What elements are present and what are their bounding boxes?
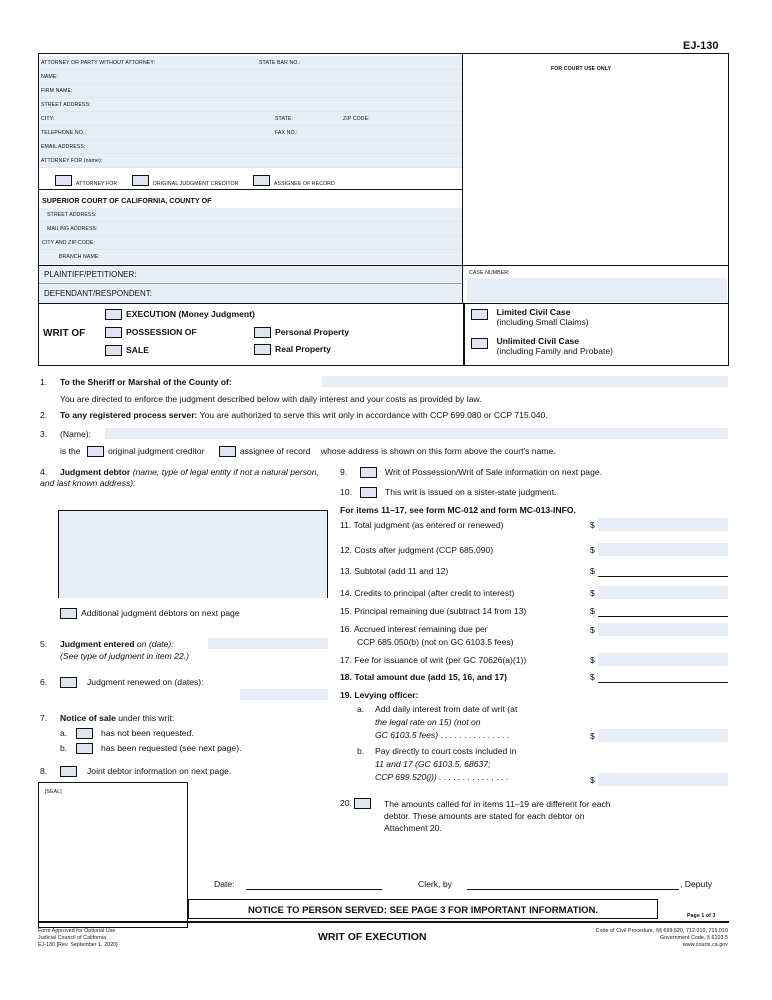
item19-label: 19. Levying officer: — [340, 690, 419, 700]
footer-approved-1: Form Approved for Optional Use — [38, 928, 116, 934]
footer-code-1: Code of Civil Procedure, §§ 699.520, 712.010, 715.010 — [595, 928, 728, 934]
judgment-entered-field[interactable] — [208, 638, 328, 649]
item19b-num: b. — [357, 746, 365, 756]
item19a-dollar: $ — [590, 731, 595, 741]
item19b-line1: Pay directly to court costs included in — [375, 746, 517, 756]
item2-num: 2. — [40, 410, 48, 420]
judgment-debtor-field[interactable] — [58, 510, 328, 598]
item7a-num: a. — [60, 728, 68, 738]
item18-line — [598, 682, 728, 683]
item9-label: Writ of Possession/Writ of Sale information on next page. — [385, 467, 603, 477]
item2-text: You are authorized to serve this writ only in accordance with CCP 699.080 or CCP 715.040. — [199, 410, 548, 420]
item15-label: 15. Principal remaining due (subtract 14 from 13) — [340, 606, 527, 616]
item8-checkbox[interactable] — [60, 766, 77, 777]
item11-amount-field[interactable] — [598, 518, 728, 531]
street-address-label: STREET ADDRESS: — [41, 102, 91, 108]
item15-dollar: $ — [590, 606, 595, 616]
item19a-amount-field[interactable] — [598, 729, 728, 742]
page-number: Page 1 of 3 — [687, 913, 716, 919]
judgment-renewed-field[interactable] — [240, 689, 328, 700]
court-city-zip-label: CITY AND ZIP CODE: — [42, 240, 95, 246]
possession-checkbox[interactable] — [105, 327, 122, 338]
item17-dollar: $ — [590, 655, 595, 665]
item20-num: 20. — [340, 798, 352, 808]
possession-label: POSSESSION OF — [126, 327, 197, 337]
item20-checkbox[interactable] — [354, 798, 371, 809]
personal-property-checkbox[interactable] — [254, 327, 271, 338]
item11-label: 11. Total judgment (as entered or renewed) — [340, 520, 504, 530]
item7a-checkbox[interactable] — [76, 728, 93, 739]
notice-text: NOTICE TO PERSON SERVED: SEE PAGE 3 FOR IMPORTANT INFORMATION. — [247, 905, 599, 916]
item9-num: 9. — [340, 467, 348, 477]
name-label: NAME: — [41, 74, 58, 80]
form-number: EJ-130 — [683, 40, 719, 52]
plaintiff-label: PLAINTIFF/PETITIONER: — [44, 270, 137, 279]
state-bar-label: STATE BAR NO.: — [259, 60, 301, 66]
notice-box — [188, 899, 658, 919]
real-property-checkbox[interactable] — [254, 344, 271, 355]
clerk-line[interactable] — [467, 889, 679, 890]
item3-is-the: is the — [60, 446, 81, 456]
attorney-for-option: ATTORNEY FOR — [76, 181, 118, 187]
item7-bold: Notice of sale — [60, 713, 116, 723]
item8-num: 8. — [40, 766, 48, 776]
item3-num: 3. — [40, 429, 48, 439]
limited-civil-label: Limited Civil Case — [496, 307, 571, 317]
personal-property-label: Personal Property — [275, 327, 350, 337]
unlimited-civil-checkbox[interactable] — [471, 338, 488, 349]
item19a-num: a. — [357, 704, 365, 714]
unlimited-civil-label: Unlimited Civil Case — [496, 336, 580, 346]
sale-checkbox[interactable] — [105, 345, 122, 356]
item13-label: 13. Subtotal (add 11 and 12) — [340, 566, 449, 576]
item3-whose-text: whose address is shown on this form above the court's name. — [320, 446, 556, 456]
case-number-field[interactable] — [467, 278, 727, 302]
fax-label: FAX NO.: — [275, 130, 298, 136]
item7b-label: has been requested (see next page). — [101, 743, 242, 753]
item4-italic: (name, type of legal entity if not a natural person, and last known address): — [40, 467, 319, 488]
item7-text: under this writ: — [118, 713, 175, 723]
header-box — [38, 53, 729, 266]
assignee-option: ASSIGNEE OF RECORD — [273, 181, 335, 187]
parties-box — [38, 266, 729, 304]
item8-label: Joint debtor information on next page. — [87, 766, 232, 776]
item17-label: 17. Fee for issuance of writ (per GC 70626(a)(1)) — [340, 655, 527, 665]
item16-amount-field[interactable] — [598, 623, 728, 636]
item3-assignee-checkbox[interactable] — [219, 446, 236, 457]
court-mailing-label: MAILING ADDRESS: — [47, 226, 98, 232]
state-label: STATE: — [275, 116, 293, 122]
attorney-for-label: ATTORNEY FOR (name): — [41, 158, 103, 164]
original-creditor-checkbox[interactable] — [132, 175, 149, 186]
item12-amount-field[interactable] — [598, 543, 728, 556]
original-creditor-option: ORIGINAL JUDGMENT CREDITOR — [152, 181, 239, 187]
court-branch-label: BRANCH NAME: — [59, 254, 100, 260]
item4-num: 4. — [40, 467, 48, 477]
defendant-label: DEFENDANT/RESPONDENT: — [44, 289, 153, 298]
item4-bold: Judgment debtor — [60, 467, 131, 477]
seal-label: [SEAL] — [45, 789, 62, 795]
item1-num: 1. — [40, 377, 48, 387]
item10-label: This writ is issued on a sister-state judgment. — [385, 487, 557, 497]
item9-checkbox[interactable] — [360, 467, 377, 478]
item5-sub: (See type of judgment in item 22.) — [60, 651, 189, 661]
item20-line2: debtor. These amounts are stated for each debtor on — [384, 811, 585, 821]
item10-checkbox[interactable] — [360, 487, 377, 498]
item7-num: 7. — [40, 713, 48, 723]
sale-label: SALE — [126, 345, 149, 355]
footer-code-3: www.courts.ca.gov — [683, 942, 728, 948]
item16-dollar: $ — [590, 625, 595, 635]
item19b-dollar: $ — [590, 775, 595, 785]
item7b-num: b. — [60, 743, 68, 753]
item10-num: 10. — [340, 487, 352, 497]
item20-line3: Attachment 20. — [384, 823, 442, 833]
telephone-label: TELEPHONE NO.: — [41, 130, 86, 136]
item18-dollar: $ — [590, 672, 595, 682]
item1-county-field[interactable] — [322, 376, 728, 387]
item14-dollar: $ — [590, 588, 595, 598]
item3-original-label: original judgment creditor — [107, 446, 205, 456]
assignee-checkbox[interactable] — [253, 175, 270, 186]
item19a-line3: GC 6103.5 fees) . . . . . . . . . . . . . . . — [375, 730, 510, 740]
defendant-field[interactable] — [39, 284, 463, 303]
item19b-line3: CCP 699.520(j)) . . . . . . . . . . . . . . . — [375, 772, 509, 782]
unlimited-civil-sub: (including Family and Probate) — [496, 346, 614, 356]
additional-debtors-checkbox[interactable] — [60, 608, 77, 619]
item15-line — [598, 616, 728, 617]
item5-text: on (date): — [136, 639, 174, 649]
item13-line — [598, 576, 728, 577]
item19a-line1: Add daily interest from date of writ (at — [375, 704, 518, 714]
footer-approved-2: Judicial Council of California — [38, 935, 107, 941]
item7a-label: has not been requested. — [101, 728, 194, 738]
item3-name-label: (Name): — [60, 429, 92, 439]
zip-label: ZIP CODE: — [343, 116, 370, 122]
writ-box — [38, 304, 729, 366]
court-street-label: STREET ADDRESS: — [47, 212, 97, 218]
item14-amount-field[interactable] — [598, 586, 728, 599]
item5-bold: Judgment entered — [60, 639, 135, 649]
item6-label: Judgment renewed on (dates): — [87, 677, 204, 687]
attorney-for-checkbox[interactable] — [55, 175, 72, 186]
deputy-label: , Deputy — [680, 879, 713, 889]
footer-code-2: Government Code, § 6103.5 — [660, 935, 728, 941]
item3-name-field[interactable] — [105, 428, 728, 439]
item3-assignee-label: assignee of record — [239, 446, 311, 456]
item12-dollar: $ — [590, 545, 595, 555]
limited-civil-checkbox[interactable] — [471, 309, 488, 320]
item6-num: 6. — [40, 677, 48, 687]
execution-label: EXECUTION (Money Judgment) — [126, 309, 255, 319]
real-property-label: Real Property — [275, 344, 331, 354]
execution-checkbox[interactable] — [105, 309, 122, 320]
limited-civil-sub: (including Small Claims) — [496, 317, 589, 327]
additional-debtors-label: Additional judgment debtors on next page — [81, 608, 240, 618]
items-11-17-header: For items 11–17, see form MC-012 and form MC-013-INFO. — [340, 505, 576, 515]
attorney-party-label: ATTORNEY OR PARTY WITHOUT ATTORNEY: — [41, 60, 156, 66]
item1-text: You are directed to enforce the judgment described below with daily interest and your costs as provided by law. — [60, 394, 482, 404]
court-title: SUPERIOR COURT OF CALIFORNIA, COUNTY OF — [42, 196, 212, 205]
item17-amount-field[interactable] — [598, 653, 728, 666]
form-title: WRIT OF EXECUTION — [318, 931, 427, 943]
firm-name-label: FIRM NAME: — [41, 88, 73, 94]
attorney-section — [39, 54, 463, 190]
plaintiff-field[interactable] — [39, 266, 463, 284]
item1-label: To the Sheriff or Marshal of the County of: — [60, 377, 232, 387]
court-use-label: FOR COURT USE ONLY — [551, 66, 612, 72]
item19b-amount-field[interactable] — [598, 773, 728, 786]
item16b-label: CCP 685.050(b) (not on GC 6103.5 fees) — [357, 637, 514, 647]
seal-box — [38, 782, 188, 928]
item12-label: 12. Costs after judgment (CCP 685.090) — [340, 545, 494, 555]
clerk-label: Clerk, by — [418, 879, 452, 889]
item16a-label: 16. Accrued interest remaining due per — [340, 624, 488, 634]
date-line[interactable] — [246, 889, 382, 890]
court-section — [39, 190, 463, 266]
item7b-checkbox[interactable] — [76, 743, 93, 754]
item11-dollar: $ — [590, 520, 595, 530]
email-label: EMAIL ADDRESS: — [41, 144, 86, 150]
item19a-line2: the legal rate on 15) (not on — [375, 717, 481, 727]
date-label: Date: — [214, 879, 235, 889]
item13-dollar: $ — [590, 566, 595, 576]
item5-num: 5. — [40, 639, 48, 649]
city-label: CITY: — [41, 116, 55, 122]
item2-bold: To any registered process server: — [60, 410, 198, 420]
item20-line1: The amounts called for in items 11–19 are different for each — [384, 799, 611, 809]
writ-of-label: WRIT OF — [43, 328, 86, 339]
item14-label: 14. Credits to principal (after credit to interest) — [340, 588, 515, 598]
item19b-line2: 11 and 17 (GC 6103.5, 68637; — [375, 759, 491, 769]
case-number-label: CASE NUMBER: — [469, 270, 510, 276]
item18-label: 18. Total amount due (add 15, 16, and 17) — [340, 672, 507, 682]
item6-checkbox[interactable] — [60, 677, 77, 688]
footer-approved-3: EJ-130 [Rev. September 1, 2020] — [38, 942, 118, 948]
footer-rule — [38, 921, 729, 923]
item3-original-checkbox[interactable] — [87, 446, 104, 457]
